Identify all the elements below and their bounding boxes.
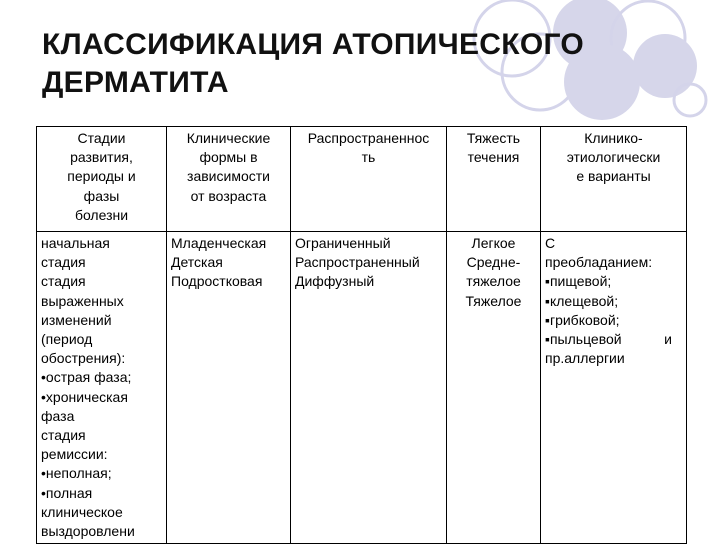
cell-stages: начальная стадия стадия выраженных изменений (период обострения): •острая фаза; •хроническая фаза стадия ремиссии: •неполная; •полная клиническое выздоровлени (37, 232, 167, 544)
header-stages: Стадии развития, периоды и фазы болезни (37, 127, 167, 232)
header-clinical-forms: Клинические формы в зависимости от возраста (167, 127, 291, 232)
classification-table (36, 126, 687, 544)
header-etiology: Клинико- этиологически е варианты (541, 127, 687, 232)
title-line-1: КЛАССИФИКАЦИЯ АТОПИЧЕСКОГО (42, 28, 585, 61)
cell-prevalence: Ограниченный Распространенный Диффузный (291, 232, 447, 544)
header-severity: Тяжесть течения (447, 127, 541, 232)
page-title (42, 26, 584, 102)
cell-clinical-forms: Младенческая Детская Подростковая (167, 232, 291, 544)
title-line-2: ДЕРМАТИТА (42, 66, 229, 99)
deco-circle (633, 34, 697, 98)
table-row (37, 232, 687, 544)
cell-severity: Легкое Средне- тяжелое Тяжелое (447, 232, 541, 544)
cell-etiology: С преобладанием: ▪пищевой; ▪клещевой; ▪грибковой; ▪пыльцевой и пр.аллергии (541, 232, 687, 544)
table-header-row (37, 127, 687, 232)
deco-circle (674, 84, 706, 116)
header-prevalence: Распространеннос ть (291, 127, 447, 232)
